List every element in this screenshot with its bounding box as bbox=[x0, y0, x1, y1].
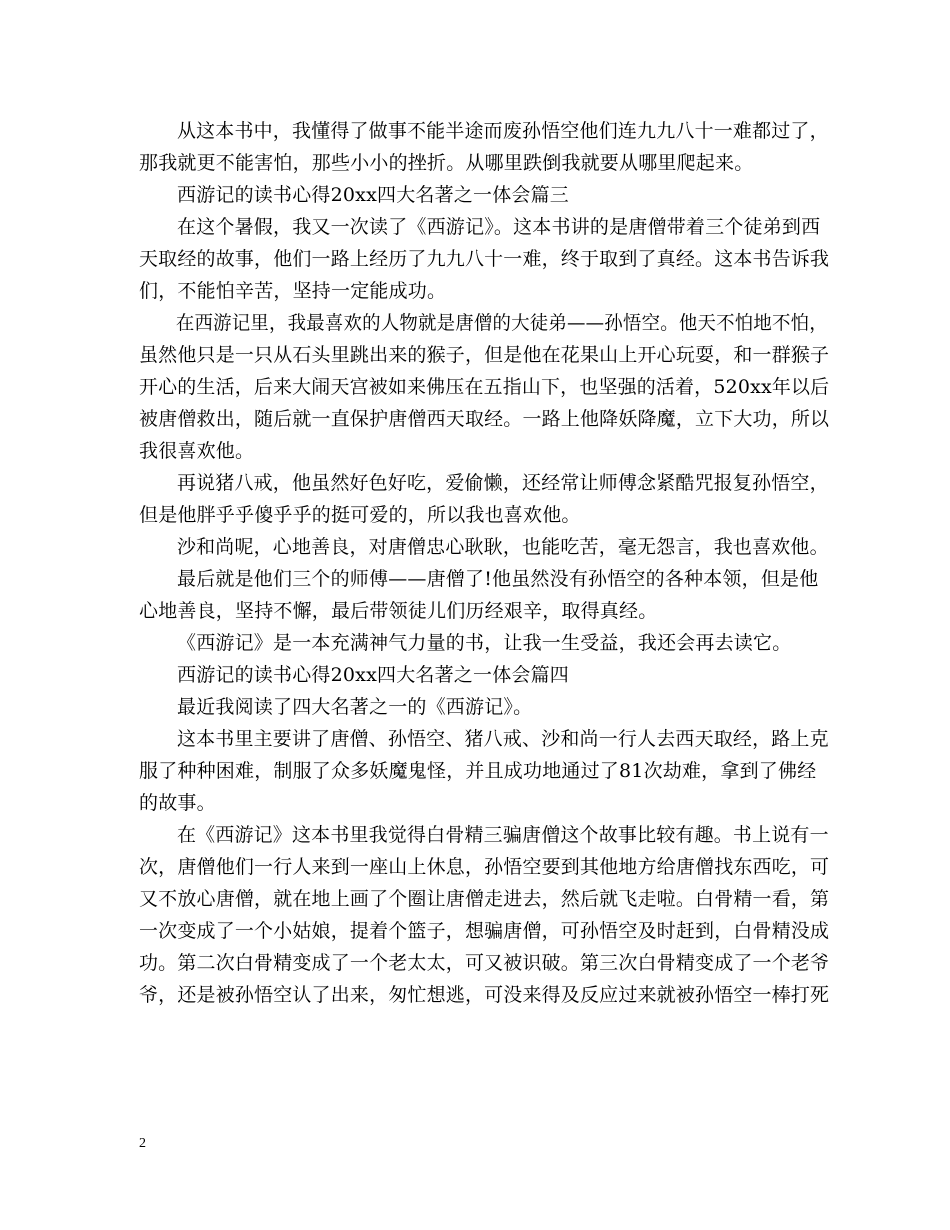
paragraph-line: 虽然他只是一只从石头里跳出来的猴子，但是他在花果山上开心玩耍，和一群猴子 bbox=[139, 344, 830, 366]
paragraph-line: 心地善良，坚持不懈，最后带领徒儿们历经艰辛，取得真经。 bbox=[139, 600, 658, 622]
paragraph-line: 那我就更不能害怕，那些小小的挫折。从哪里跌倒我就要从哪里爬起来。 bbox=[139, 152, 754, 174]
paragraph-line: 但是他胖乎乎傻乎乎的挺可爱的，所以我也喜欢他。 bbox=[139, 504, 581, 526]
paragraph-line: 一次变成了一个小姑娘，提着个篮子，想骗唐僧，可孙悟空及时赶到，白骨精没成 bbox=[139, 920, 830, 942]
paragraph-line: 的故事。 bbox=[139, 792, 216, 814]
paragraph-line: 在《西游记》这本书里我觉得白骨精三骗唐僧这个故事比较有趣。书上说有一 bbox=[176, 824, 829, 846]
paragraph-line: 沙和尚呢，心地善良，对唐僧忠心耿耿，也能吃苦，毫无怨言，我也喜欢他。 bbox=[176, 536, 829, 558]
page-number: 2 bbox=[139, 1136, 146, 1151]
paragraph bbox=[139, 819, 829, 1011]
paragraph bbox=[139, 691, 829, 723]
paragraph bbox=[139, 563, 829, 627]
paragraph bbox=[139, 659, 829, 691]
paragraph-line: 在这个暑假，我又一次读了《西游记》。这本书讲的是唐僧带着三个徒弟到西 bbox=[177, 216, 821, 238]
paragraph bbox=[139, 723, 829, 819]
paragraph-line: 西游记的读书心得20xx四大名著之一体会篇四 bbox=[177, 664, 570, 686]
paragraph-line: 从这本书中，我懂得了做事不能半途而废孙悟空他们连九九八十一难都过了， bbox=[176, 120, 829, 142]
paragraph bbox=[139, 115, 829, 179]
paragraph-line: 最后就是他们三个的师傅——唐僧了!他虽然没有孙悟空的各种本领，但是他 bbox=[177, 568, 819, 590]
paragraph-line: 这本书里主要讲了唐僧、孙悟空、猪八戒、沙和尚一行人去西天取经，路上克 bbox=[176, 728, 829, 750]
paragraph-line: 爷，还是被孙悟空认了出来，匆忙想逃，可没来得及反应过来就被孙悟空一棒打死 bbox=[139, 984, 830, 1006]
paragraph bbox=[139, 307, 829, 467]
paragraph-line: 我很喜欢他。 bbox=[139, 440, 255, 462]
paragraph-line: 在西游记里，我最喜欢的人物就是唐僧的大徒弟——孙悟空。他天不怕地不怕， bbox=[175, 312, 828, 334]
paragraph-line: 次，唐僧他们一行人来到一座山上休息，孙悟空要到其他地方给唐僧找东西吃，可 bbox=[139, 856, 830, 878]
paragraph-line: 再说猪八戒，他虽然好色好吃，爱偷懒，还经常让师傅念紧酷咒报复孙悟空， bbox=[176, 472, 829, 494]
paragraph bbox=[139, 531, 829, 563]
paragraph-line: 服了种种困难，制服了众多妖魔鬼怪，并且成功地通过了81次劫难，拿到了佛经 bbox=[139, 760, 817, 782]
paragraph-line: 们，不能怕辛苦，坚持一定能成功。 bbox=[139, 280, 447, 302]
paragraph bbox=[139, 179, 829, 211]
paragraph-line: 西游记的读书心得20xx四大名著之一体会篇三 bbox=[177, 184, 570, 206]
paragraph-line: 天取经的故事，他们一路上经历了九九八十一难，终于取到了真经。这本书告诉我 bbox=[139, 248, 830, 270]
paragraph bbox=[139, 627, 829, 659]
document-body bbox=[139, 115, 829, 1011]
paragraph-line: 最近我阅读了四大名著之一的《西游记》。 bbox=[177, 696, 533, 718]
paragraph-line: 开心的生活，后来大闹天宫被如来佛压在五指山下，也坚强的活着，520xx年以后 bbox=[139, 376, 830, 398]
paragraph-line: 又不放心唐僧，就在地上画了个圈让唐僧走进去，然后就飞走啦。白骨精一看，第 bbox=[139, 888, 830, 910]
paragraph-line: 功。第二次白骨精变成了一个老太太，可又被识破。第三次白骨精变成了一个老爷 bbox=[139, 952, 830, 974]
paragraph-line: 《西游记》是一本充满神气力量的书，让我一生受益，我还会再去读它。 bbox=[177, 632, 792, 654]
paragraph bbox=[139, 467, 829, 531]
paragraph bbox=[139, 211, 829, 307]
paragraph-line: 被唐僧救出，随后就一直保护唐僧西天取经。一路上他降妖降魔，立下大功，所以 bbox=[139, 408, 830, 430]
